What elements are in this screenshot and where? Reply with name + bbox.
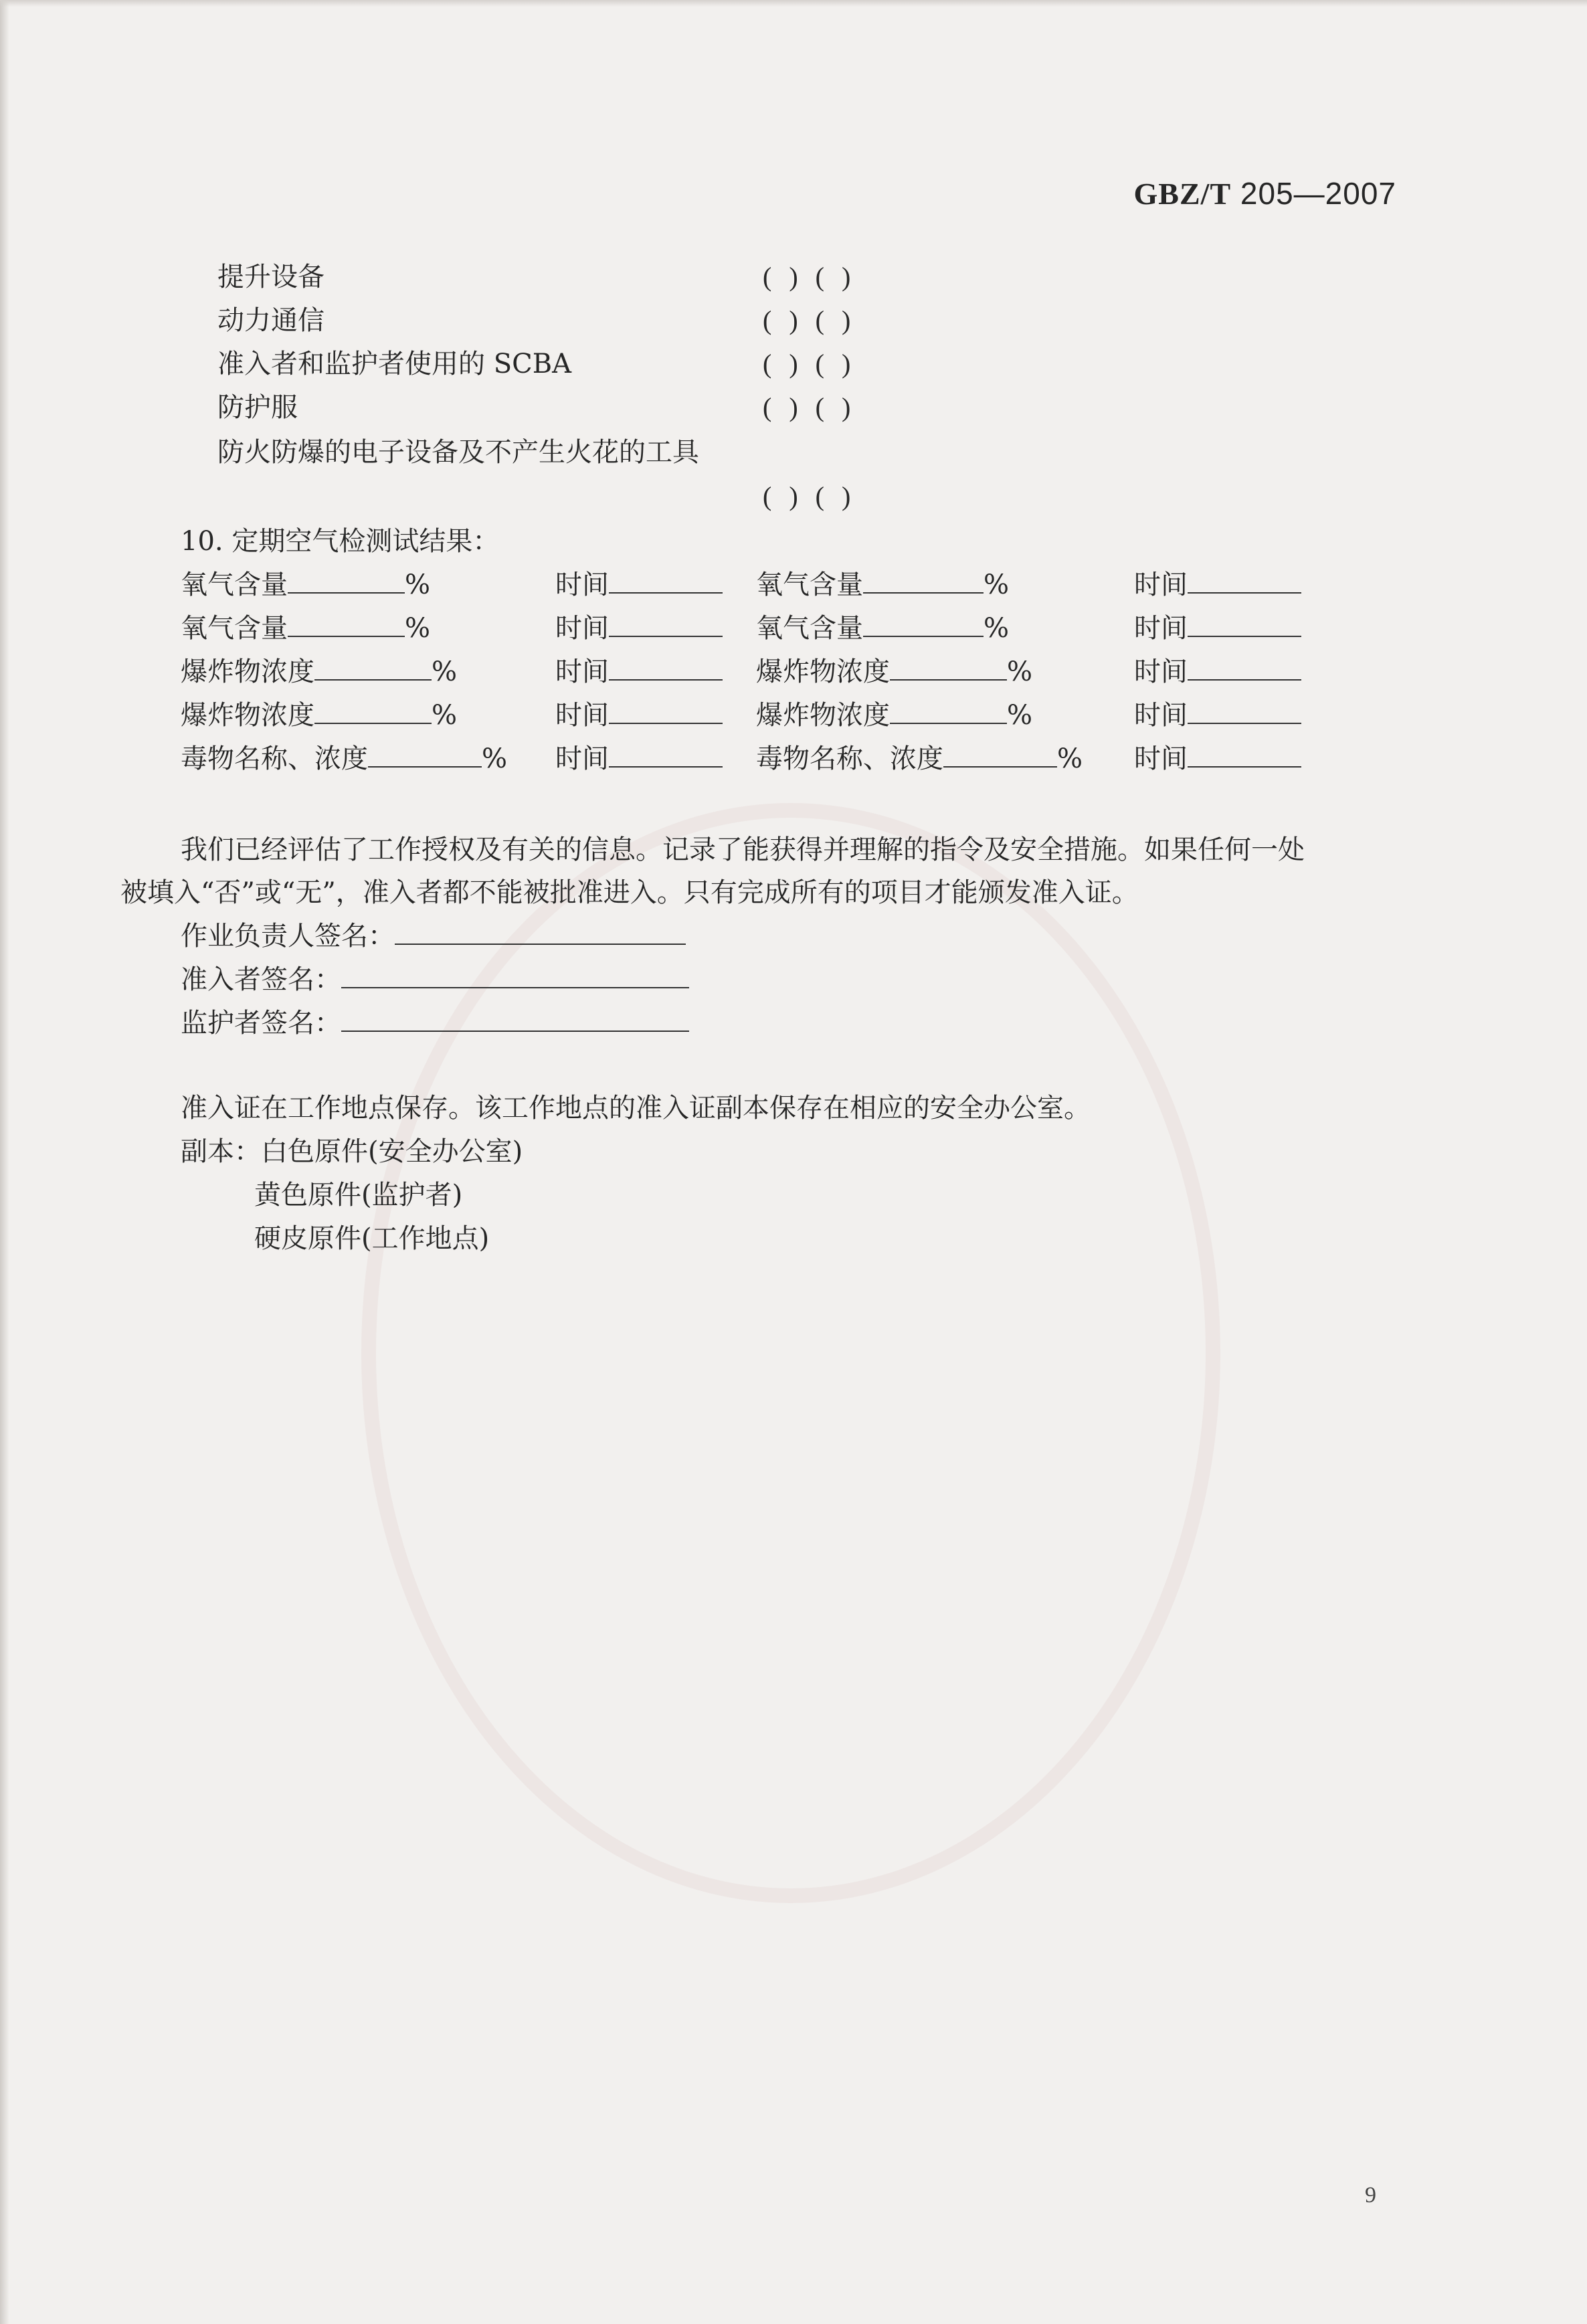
- blank-line[interactable]: [314, 700, 432, 724]
- copy-line-2: 黄色原件(监护者): [254, 1180, 463, 1211]
- equipment-item-label: 提升设备: [217, 262, 324, 292]
- standard-code-number: 205—2007: [1240, 176, 1396, 211]
- attendant-signature-field: 监护者签名：: [181, 1007, 689, 1039]
- blank-line[interactable]: [890, 656, 1007, 681]
- signature-line[interactable]: [341, 1008, 689, 1032]
- blank-line[interactable]: [609, 656, 723, 681]
- air-test-heading: 10. 定期空气检测试结果：: [181, 526, 500, 557]
- air-test-field: 爆炸物浓度 %: [181, 700, 458, 731]
- equipment-item-marks: ( ) ( ): [763, 305, 856, 335]
- air-test-field: 爆炸物浓度 %: [181, 656, 458, 687]
- blank-line[interactable]: [314, 656, 432, 681]
- equipment-item-label: 动力通信: [217, 305, 324, 336]
- air-test-field: 毒物名称、浓度 %: [181, 743, 508, 774]
- air-test-field: 氧气含量 %: [756, 613, 1010, 644]
- blank-line[interactable]: [863, 613, 984, 637]
- air-test-field: 爆炸物浓度 %: [756, 700, 1033, 731]
- blank-line[interactable]: [609, 743, 723, 768]
- storage-note: 准入证在工作地点保存。该工作地点的准入证副本保存在相应的安全办公室。: [181, 1093, 1091, 1124]
- air-test-field: 氧气含量 %: [181, 569, 431, 600]
- air-test-time-field: 时间: [555, 743, 723, 775]
- air-test-time-field: 时间: [1134, 656, 1301, 688]
- blank-line[interactable]: [1188, 700, 1301, 724]
- statement-line-2: 被填入“否”或“无”，准入者都不能被批准进入。只有完成所有的项目才能颁发准入证。: [120, 877, 1139, 908]
- signature-line[interactable]: [341, 964, 689, 988]
- standard-code: [1134, 175, 1396, 211]
- air-test-time-field: 时间: [555, 612, 723, 644]
- blank-line[interactable]: [863, 569, 984, 594]
- equipment-item-label: 准入者和监护者使用的 SCBA: [217, 349, 572, 379]
- air-test-time-field: 时间: [555, 569, 723, 601]
- equipment-item-label: 防护服: [217, 392, 298, 423]
- air-test-field: 氧气含量 %: [181, 613, 431, 644]
- page-number: 9: [1365, 2183, 1376, 2208]
- blank-line[interactable]: [1188, 656, 1301, 681]
- equipment-item-label: 防火防爆的电子设备及不产生火花的工具: [217, 437, 699, 468]
- blank-line[interactable]: [609, 700, 723, 724]
- air-test-time-field: 时间: [1134, 612, 1301, 644]
- blank-line[interactable]: [609, 613, 723, 637]
- equipment-item-marks: ( ) ( ): [763, 349, 856, 379]
- blank-line[interactable]: [609, 569, 723, 594]
- equipment-item-marks: ( ) ( ): [763, 262, 856, 292]
- equipment-item-marks: ( ) ( ): [763, 392, 856, 422]
- air-test-field: 爆炸物浓度 %: [756, 656, 1033, 687]
- blank-line[interactable]: [943, 743, 1057, 768]
- air-test-time-field: 时间: [555, 656, 723, 688]
- statement-line-1: 我们已经评估了工作授权及有关的信息。记录了能获得并理解的指令及安全措施。如果任何一处: [181, 834, 1305, 865]
- equipment-item-marks: ( ) ( ): [763, 481, 856, 511]
- blank-line[interactable]: [288, 569, 405, 594]
- air-test-field: 氧气含量 %: [756, 569, 1010, 600]
- blank-line[interactable]: [890, 700, 1007, 724]
- blank-line[interactable]: [1188, 569, 1301, 594]
- blank-line[interactable]: [368, 743, 482, 768]
- blank-line[interactable]: [1188, 613, 1301, 637]
- air-test-time-field: 时间: [1134, 699, 1301, 731]
- entrant-signature-field: 准入者签名：: [181, 964, 689, 996]
- air-test-time-field: 时间: [1134, 743, 1301, 775]
- blank-line[interactable]: [288, 613, 405, 637]
- copy-line-3: 硬皮原件(工作地点): [254, 1223, 490, 1254]
- supervisor-signature-field: 作业负责人签名：: [181, 920, 686, 952]
- air-test-field: 毒物名称、浓度 %: [756, 743, 1083, 774]
- air-test-time-field: 时间: [555, 699, 723, 731]
- signature-line[interactable]: [395, 921, 686, 945]
- air-test-time-field: 时间: [1134, 569, 1301, 601]
- copy-line-1: 副本：白色原件(安全办公室): [181, 1136, 523, 1167]
- blank-line[interactable]: [1188, 743, 1301, 768]
- standard-code-prefix: GBZ/T: [1133, 177, 1232, 211]
